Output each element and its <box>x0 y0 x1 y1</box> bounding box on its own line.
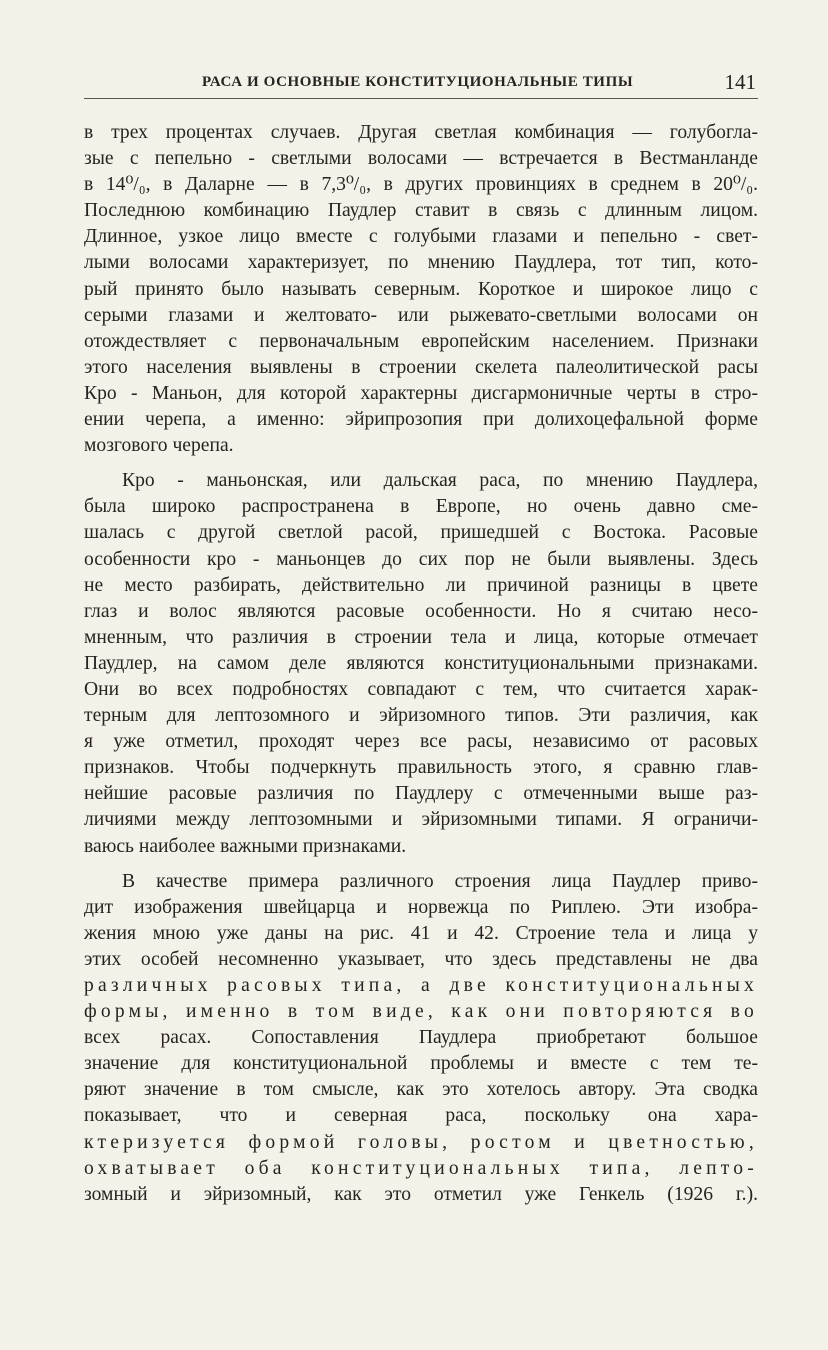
text-line: глаз и волос являются расовые особенности. Но я считаю несо- <box>84 600 758 622</box>
text-line: в 14⁰/₀, в Даларне — в 7,3⁰/₀, в других провинциях в среднем в 20⁰/₀. <box>84 174 758 196</box>
text-line: Последнюю комбинацию Паудлер ставит в связь с длинным лицом. <box>84 200 758 222</box>
text-line-spaced: охватывает оба конституциональных типа, лепто- <box>84 1157 758 1179</box>
text-line: этих особей несомненно указывает, что здесь представлены не два <box>84 948 758 970</box>
text-line: мозгового черепа. <box>84 435 234 457</box>
text-line: я уже отметил, проходят через все расы, независимо от расовых <box>84 731 758 753</box>
text-line: ряют значение в том смысле, как это хотелось автору. Эта сводка <box>84 1079 758 1101</box>
text-line: была широко распространена в Европе, но очень давно сме- <box>84 496 758 518</box>
text-line: В качестве примера различного строения лица Паудлер приво- <box>122 870 758 892</box>
text-line: не место разбирать, действительно ли причиной разницы в цвете <box>84 574 758 596</box>
text-line: зомный и эйризомный, как это отметил уже Генкель (1926 г.). <box>84 1183 758 1205</box>
text-line: признаков. Чтобы подчеркнуть правильность этого, я сравню глав- <box>84 757 758 779</box>
text-line: Паудлер, на самом деле являются конституциональными признаками. <box>84 652 758 674</box>
text-line: зые с пепельно - светлыми волосами — встречается в Вестманланде <box>84 148 758 170</box>
text-line: показывает, что и северная раса, поскольку она хара- <box>84 1105 758 1127</box>
text-line: Длинное, узкое лицо вместе с голубыми глазами и пепельно - свет- <box>84 226 758 248</box>
text-line: шалась с другой светлой расой, пришедшей с Востока. Расовые <box>84 522 758 544</box>
text-line: лыми волосами характеризует, по мнению Паудлера, тот тип, кото- <box>84 252 758 274</box>
text-line: личиями между лептозомными и эйризомными типами. Я ограничи- <box>84 809 758 831</box>
body-text <box>84 120 758 1208</box>
text-line: мненным, что различия в строении тела и лица, которые отмечает <box>84 626 758 648</box>
paragraph-gap <box>84 860 758 869</box>
text-line-spaced: формы, именно в том виде, как они повторяются во <box>84 1001 758 1023</box>
text-line: в трех процентах случаев. Другая светлая комбинация — голубогла- <box>84 122 758 143</box>
running-title: РАСА И ОСНОВНЫЕ КОНСТИТУЦИОНАЛЬНЫЕ ТИПЫ <box>202 74 634 90</box>
running-header <box>84 70 758 99</box>
page-number: 141 <box>724 70 756 94</box>
text-line: этого населения выявлены в строении скелета палеолитической расы <box>84 356 758 378</box>
text-line: терным для лептозомного и эйризомного типов. Эти различия, как <box>84 705 758 727</box>
paragraph-gap <box>84 459 758 468</box>
text-line: Кро - маньонская, или дальская раса, по мнению Паудлера, <box>122 470 758 492</box>
text-line: значение для конституциональной проблемы и вместе с тем те- <box>84 1053 758 1075</box>
text-line: рый принято было называть северным. Короткое и широкое лицо с <box>84 278 758 300</box>
text-line: ваюсь наиболее важными признаками. <box>84 835 407 857</box>
text-line: жения мною уже даны на рис. 41 и 42. Строение тела и лица у <box>84 922 758 944</box>
text-line: отождествляет с первоначальным европейским населением. Признаки <box>84 330 758 352</box>
text-line: ении черепа, а именно: эйрипрозопия при долихоцефальной форме <box>84 409 758 431</box>
text-line: Кро - Маньон, для которой характерны дисгармоничные черты в стро- <box>84 382 758 404</box>
text-line: нейшие расовые различия по Паудлеру с отмеченными выше раз- <box>84 783 758 805</box>
text-line: особенности кро - маньонцев до сих пор не были выявлены. Здесь <box>84 548 758 570</box>
text-line: серыми глазами и желтовато- или рыжевато-светлыми волосами он <box>84 304 758 326</box>
text-line: всех расах. Сопоставления Паудлера приобретают большое <box>84 1027 758 1049</box>
text-line-spaced: различных расовых типа, а две конституциональных <box>84 975 758 996</box>
text-line-spaced: ктеризуется формой головы, ростом и цветностью, <box>84 1131 758 1153</box>
text-line: дит изображения швейцарца и норвежца по Риплею. Эти изобра- <box>84 896 758 918</box>
text-line: Они во всех подробностях совпадают с тем, что считается харак- <box>84 678 758 700</box>
